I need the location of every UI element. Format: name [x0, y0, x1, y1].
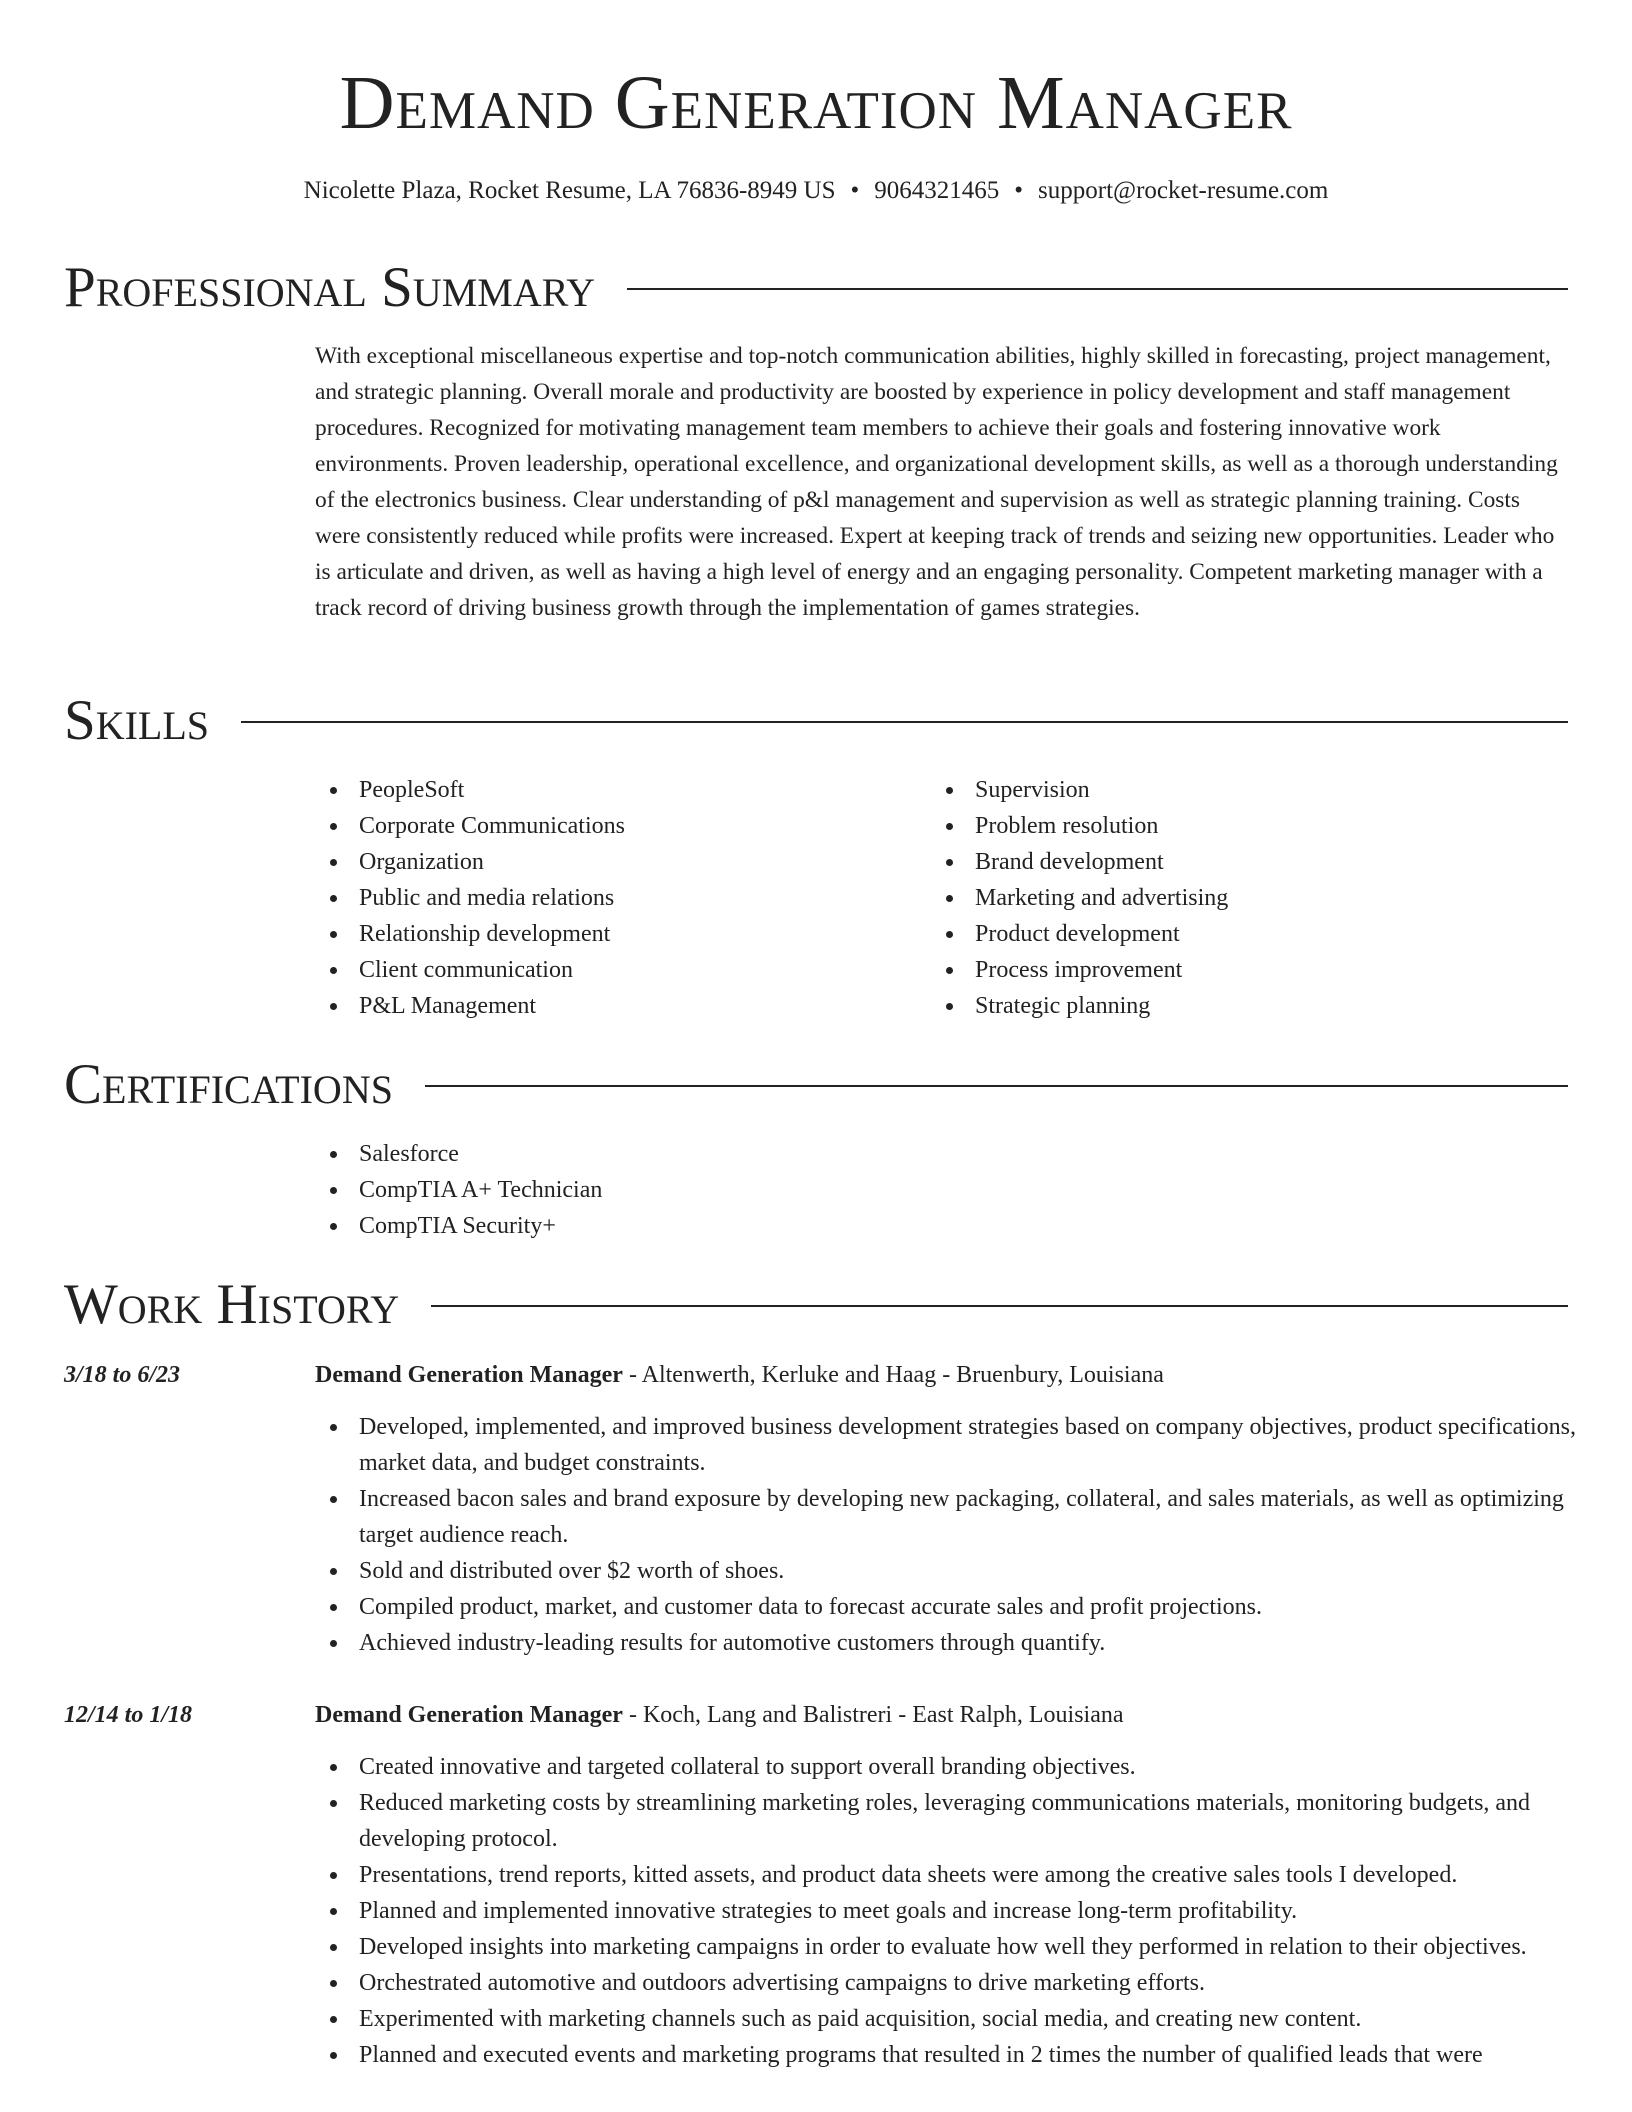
- contact-phone: 9064321465: [874, 177, 1000, 204]
- contact-separator: •: [1014, 177, 1024, 204]
- job-bullet: Presentations, trend reports, kitted assets, and product data sheets were among the creative sales tools I developed.: [315, 1857, 1577, 1893]
- job-dates: 12/14 to 1/18: [64, 1702, 193, 1728]
- skill-item: Public and media relations: [315, 880, 875, 916]
- skill-item: Corporate Communications: [315, 808, 875, 844]
- work-history-heading: [64, 1270, 1568, 1340]
- skill-item: Product development: [931, 916, 1491, 952]
- section-divider: [431, 1305, 1568, 1307]
- skills-heading: [64, 686, 1568, 756]
- contact-line: [0, 174, 1632, 208]
- job-bullet: Developed, implemented, and improved business development strategies based on company objectives, product specifications, market data, and budget constraints.: [315, 1409, 1577, 1481]
- skill-item: Marketing and advertising: [931, 880, 1491, 916]
- job-bullet: Created innovative and targeted collateral to support overall branding objectives.: [315, 1749, 1577, 1785]
- certification-item: Salesforce: [315, 1136, 1015, 1172]
- job-bullet: Sold and distributed over $2 worth of shoes.: [315, 1553, 1577, 1589]
- skill-item: Organization: [315, 844, 875, 880]
- job-bullet: Reduced marketing costs by streamlining marketing roles, leveraging communications materials, monitoring budgets, and developing protocol.: [315, 1785, 1577, 1857]
- job-company-location: - Altenwerth, Kerluke and Haag - Bruenbury, Louisiana: [622, 1362, 1164, 1388]
- skill-item: Process improvement: [931, 952, 1491, 988]
- certifications-list: [315, 1136, 1015, 1244]
- job-bullet-list: [315, 1749, 1577, 2073]
- skills-title: Skills: [64, 689, 210, 752]
- skill-item: Strategic planning: [931, 988, 1491, 1024]
- section-divider: [425, 1085, 1568, 1087]
- skills-list-left: [315, 772, 875, 1024]
- work-history-title: Work History: [64, 1273, 400, 1336]
- skill-item: Supervision: [931, 772, 1491, 808]
- job-bullet: Orchestrated automotive and outdoors advertising campaigns to drive marketing efforts.: [315, 1965, 1577, 2001]
- job-bullet: Planned and executed events and marketing programs that resulted in 2 times the number of qualified leads that were: [315, 2037, 1577, 2073]
- job-bullet: Experimented with marketing channels such as paid acquisition, social media, and creating new content.: [315, 2001, 1577, 2037]
- certifications-title: Certifications: [64, 1053, 393, 1116]
- contact-address: Nicolette Plaza, Rocket Resume, LA 76836-8949 US: [303, 177, 836, 204]
- skill-item: Relationship development: [315, 916, 875, 952]
- certification-item: CompTIA Security+: [315, 1208, 1015, 1244]
- job-bullet: Increased bacon sales and brand exposure by developing new packaging, collateral, and sales materials, as well as optimizing target audience reach.: [315, 1481, 1577, 1553]
- job-dates: 3/18 to 6/23: [64, 1362, 181, 1388]
- job-bullet: Compiled product, market, and customer data to forecast accurate sales and profit projections.: [315, 1589, 1577, 1625]
- skill-item: P&L Management: [315, 988, 875, 1024]
- summary-title: Professional Summary: [64, 256, 596, 319]
- job-bullet-list: [315, 1409, 1577, 1661]
- job-heading: [315, 1697, 1124, 1733]
- skill-item: Brand development: [931, 844, 1491, 880]
- job-bullet: Developed insights into marketing campaigns in order to evaluate how well they performed in relation to their objectives.: [315, 1929, 1577, 1965]
- summary-text: With exceptional miscellaneous expertise and top-notch communication abilities, highly skilled in forecasting, project management, and strategic planning. Overall morale and productivity are boosted by experience in policy development and staff management procedures. Recognized for motivating management team members to achieve their goals and fostering innovative work environments. Proven leadership, operational excellence, and organizational development skills, as well as a thorough understanding of the electronics business. Clear understanding of p&l management and supervision as well as strategic planning training. Costs were consistently reduced while profits were increased. Expert at keeping track of trends and seizing new opportunities. Leader who is articulate and driven, as well as having a high level of energy and an engaging personality. Competent marketing manager with a track record of driving business growth through the implementation of games strategies.: [315, 343, 1558, 621]
- skill-item: Client communication: [315, 952, 875, 988]
- summary-heading: [64, 253, 1568, 323]
- section-divider: [627, 288, 1568, 290]
- job-role: Demand Generation Manager: [315, 1362, 623, 1388]
- resume-title: Demand Generation Manager: [339, 61, 1293, 145]
- skills-list-right: [931, 772, 1491, 1024]
- job-bullet: Planned and implemented innovative strategies to meet goals and increase long-term profitability.: [315, 1893, 1577, 1929]
- job-heading: [315, 1357, 1164, 1393]
- skill-item: Problem resolution: [931, 808, 1491, 844]
- skill-item: PeopleSoft: [315, 772, 875, 808]
- certifications-heading: [64, 1050, 1568, 1120]
- job-company-location: - Koch, Lang and Balistreri - East Ralph, Louisiana: [622, 1702, 1124, 1728]
- job-bullet: Achieved industry-leading results for automotive customers through quantify.: [315, 1625, 1577, 1661]
- contact-email: support@rocket-resume.com: [1038, 177, 1329, 204]
- job-role: Demand Generation Manager: [315, 1702, 623, 1728]
- contact-separator: •: [850, 177, 860, 204]
- certification-item: CompTIA A+ Technician: [315, 1172, 1015, 1208]
- section-divider: [241, 721, 1568, 723]
